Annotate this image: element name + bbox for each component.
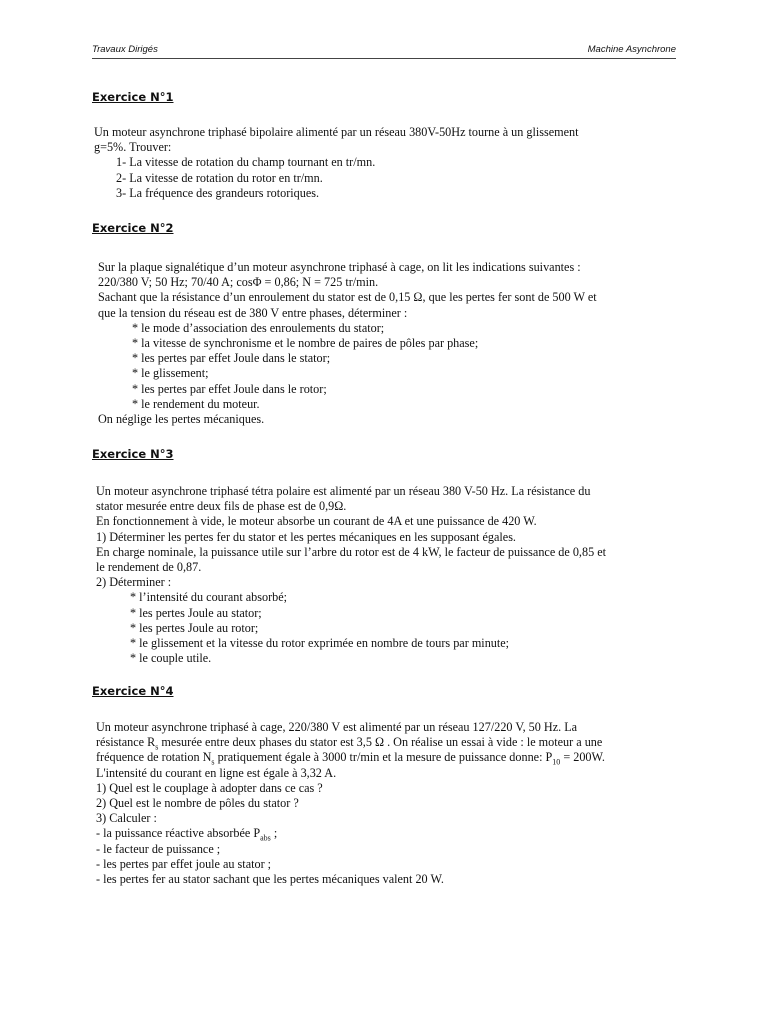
exercise-3-statement-line: En fonctionnement à vide, le moteur absorbe un courant de 4A et une puissance de 420 W. (96, 514, 537, 529)
exercise-3-question: * les pertes Joule au rotor; (130, 620, 259, 635)
exercise-1-question: 3- La fréquence des grandeurs rotoriques. (116, 185, 320, 200)
exercise-2-question: * les pertes par effet Joule dans le rotor; (132, 381, 327, 396)
exercise-3-question: * le glissement et la vitesse du rotor exprimée en nombre de tours par minute; (130, 636, 510, 651)
exercise-3-statement-line: stator mesurée entre deux fils de phase est de 0,9Ω. (96, 499, 347, 514)
exercise-3-statement-line: 2) Déterminer : (96, 575, 172, 590)
header-left: Travaux Dirigés (92, 44, 158, 55)
exercise-1-body (94, 125, 684, 201)
exercise-3-body (96, 484, 686, 666)
exercise-4-question: 1) Quel est le couplage à adopter dans ce cas ? (96, 780, 323, 795)
exercise-2-statement-line: Sachant que la résistance d’un enroulement du stator est de 0,15 Ω, que les pertes fer sont de 500 W et (98, 290, 597, 305)
exercise-4-subquestion: - le facteur de puissance ; (96, 841, 221, 856)
exercise-2-question: * les pertes par effet Joule dans le stator; (132, 351, 331, 366)
exercise-4-statement-line: Un moteur asynchrone triphasé à cage, 220/380 V est alimenté par un réseau 127/220 V, 50 Hz. La (96, 720, 578, 734)
exercise-4-statement-line: L'intensité du courant en ligne est égale à 3,32 A. (96, 765, 337, 780)
exercise-2-question: * la vitesse de synchronisme et le nombre de paires de pôles par phase; (132, 336, 479, 351)
exercise-2-question: * le rendement du moteur. (132, 396, 260, 411)
exercise-2-question: * le glissement; (132, 366, 209, 381)
exercise-4-statement-line: fréquence de rotation $N_s$ pratiquement égale à 3000 tr/min et la mesure de puissance donne: $P_{10} = 200W$. (96, 750, 605, 767)
exercise-3-statement-line: le rendement de 0,87. (96, 560, 202, 575)
exercise-3-statement-line: 1) Déterminer les pertes fer du stator et les pertes mécaniques en les supposant égales. (96, 529, 516, 544)
exercise-2-statement-line: Sur la plaque signalétique d’un moteur asynchrone triphasé à cage, on lit les indications suivantes : (98, 260, 581, 274)
exercise-4-body (96, 720, 686, 887)
exercise-4-question: 3) Calculer : (96, 811, 157, 826)
exercise-4-subquestion: - les pertes par effet joule au stator ; (96, 856, 272, 871)
exercise-4-statement-line: résistance $R_s$ mesurée entre deux phases du stator est 3,5 Ω . On réalise un essai à vide : le moteur a une (96, 735, 603, 752)
exercise-3-question: * le couple utile. (130, 651, 212, 666)
exercise-4-subquestion: - les pertes fer au stator sachant que les pertes mécaniques valent 20 W. (96, 872, 444, 887)
exercise-1-statement-line: Un moteur asynchrone triphasé bipolaire alimenté par un réseau 380V-50Hz tourne à un glissement (94, 125, 579, 139)
exercise-2-note: On néglige les pertes mécaniques. (98, 412, 265, 427)
exercise-2-body (98, 260, 688, 427)
exercise-1-question: 1- La vitesse de rotation du champ tournant en tr/mn. (116, 155, 376, 170)
exercise-3-question: * l’intensité du courant absorbé; (130, 590, 288, 605)
exercise-3-title: Exercice N°3 (92, 447, 174, 461)
exercise-4-question: 2) Quel est le nombre de pôles du stator ? (96, 796, 299, 811)
exercise-1-question: 2- La vitesse de rotation du rotor en tr/mn. (116, 170, 323, 185)
exercise-2-title: Exercice N°2 (92, 221, 174, 235)
exercise-2-question: * le mode d’association des enroulements du stator; (132, 320, 385, 335)
exercise-1-title: Exercice N°1 (92, 90, 174, 104)
exercise-2-statement-line: que la tension du réseau est de 380 V entre phases, déterminer : (98, 305, 408, 320)
exercise-3-question: * les pertes Joule au stator; (130, 605, 262, 620)
page-header (92, 44, 676, 59)
exercise-3-statement-line: En charge nominale, la puissance utile sur l’arbre du rotor est de 4 kW, le facteur de puissance de 0,85 et (96, 544, 607, 559)
header-right: Machine Asynchrone (587, 44, 676, 55)
exercise-4-title: Exercice N°4 (92, 684, 174, 698)
exercise-1-statement-line: g=5%. Trouver: (94, 140, 172, 155)
exercise-4-subquestion: - la puissance réactive absorbée $P_{abs}$ ; (96, 826, 278, 843)
exercise-3-statement-line: Un moteur asynchrone triphasé tétra polaire est alimenté par un réseau 380 V-50 Hz. La résistance du (96, 484, 591, 498)
exercise-2-statement-line: 220/380 V; 50 Hz; 70/40 A; cosΦ = 0,86; N = 725 tr/min. (98, 275, 379, 290)
